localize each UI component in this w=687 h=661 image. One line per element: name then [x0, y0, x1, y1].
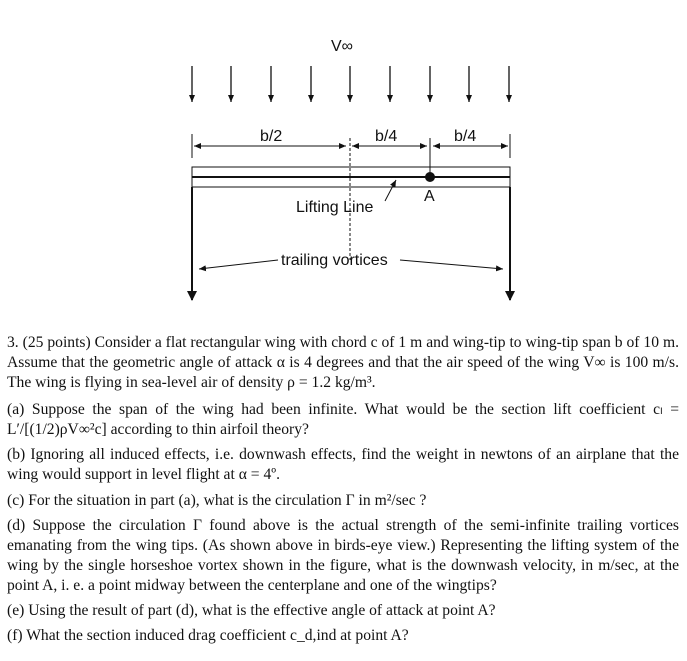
- point-a-marker: [425, 172, 435, 182]
- dim-label-quarter-inner: b/4: [375, 128, 398, 145]
- point-a-label: A: [424, 188, 435, 205]
- trailing-vortices-label: trailing vortices: [281, 252, 388, 269]
- freestream-label: V∞: [331, 38, 354, 55]
- problem-part-e: (e) Using the result of part (d), what is the effective angle of attack at point A?: [7, 602, 496, 619]
- dimension-lines: [192, 134, 510, 260]
- dim-label-quarter-outer: b/4: [454, 128, 477, 145]
- problem-part-a: (a) Suppose the span of the wing had been infinite. What would be the section lift coefficient cₗ = L′/[(1/2)ρV∞²c] according to thin airfoil theory?: [7, 401, 679, 438]
- wing-diagram: [0, 0, 687, 330]
- problem-part-b: (b) Ignoring all induced effects, i.e. downwash effects, find the weight in newtons of an airplane that the wing would support in level flight at α = 4º.: [7, 446, 679, 483]
- lifting-line-label: Lifting Line: [296, 199, 374, 216]
- problem-part-c: (c) For the situation in part (a), what is the circulation Γ in m²/sec ?: [7, 492, 427, 509]
- trailing-vortex-pointer-right: [400, 260, 503, 269]
- trailing-vortex-pointer-left: [199, 260, 278, 269]
- problem-part-d: (d) Suppose the circulation Γ found above is the actual strength of the semi-infinite trailing vortices emanating from the wing tips. (As shown above in birds-eye view.) Representing the lifting system of the wing by the single horseshoe vortex shown in the figure, what is the downwash velocity, in m/sec, at the point A, i. e. a point midway between the centerplane and one of the wingtips?: [7, 517, 679, 594]
- lifting-line-pointer: [385, 180, 396, 201]
- dim-label-half-span: b/2: [260, 128, 283, 145]
- problem-intro: 3. (25 points) Consider a flat rectangular wing with chord c of 1 m and wing-tip to wing-tip span b of 10 m. Assume that the geometric angle of attack α is 4 degrees and that the air speed of the wing V∞ is 100 m/s. The wing is flying in sea-level air of density ρ = 1.2 kg/m³.: [7, 334, 679, 391]
- problem-part-f: (f) What the section induced drag coefficient c_d,ind at point A?: [7, 627, 409, 644]
- freestream-arrows: [192, 66, 509, 102]
